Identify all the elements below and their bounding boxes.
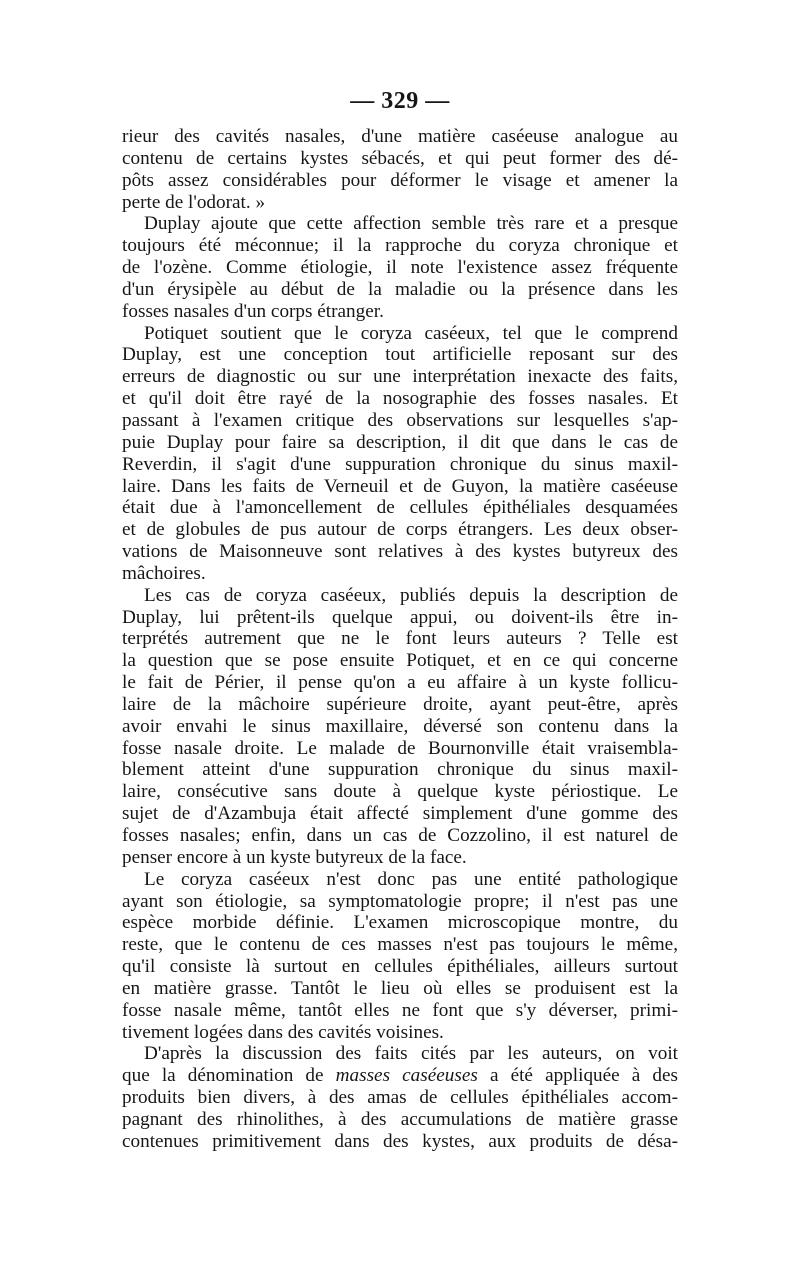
text-line: contenues primitivement dans des kystes, aux produits de désa- bbox=[122, 1130, 678, 1152]
text-line: Potiquet soutient que le coryza caséeux, tel que le comprend bbox=[144, 322, 678, 344]
text-line: Le coryza caséeux n'est donc pas une entité pathologique bbox=[144, 868, 678, 890]
text-line: en matière grasse. Tantôt le lieu où elles se produisent est la bbox=[122, 977, 678, 999]
paragraph-continuation bbox=[122, 126, 678, 213]
text-line: pôts assez considérables pour déformer le visage et amener la bbox=[122, 169, 678, 191]
text-line: et qu'il doit être rayé de la nosographie des fosses nasales. Et bbox=[122, 388, 678, 410]
text-line: blement atteint d'une suppuration chronique du sinus maxil- bbox=[122, 759, 678, 781]
paragraph-conclusion bbox=[122, 869, 678, 1044]
text-line: laire, consécutive sans doute à quelque kyste périostique. Le bbox=[122, 781, 678, 803]
paragraph-duplay bbox=[122, 213, 678, 322]
text-line: d'un érysipèle au début de la maladie ou la présence dans les bbox=[122, 278, 678, 300]
text-line: fosses nasales d'un corps étranger. bbox=[122, 300, 384, 322]
text-line: passant à l'examen critique des observations sur lesquelles s'ap- bbox=[122, 409, 678, 431]
text-line: le fait de Périer, il pense qu'on a eu affaire à un kyste follicu- bbox=[122, 672, 678, 694]
text-line: D'après la discussion des faits cités par les auteurs, on voit bbox=[144, 1043, 678, 1065]
text-line: et de globules de pus autour de corps étrangers. Les deux obser- bbox=[122, 519, 678, 541]
text-line: mâchoires. bbox=[122, 562, 206, 584]
text-line: qu'il consiste là surtout en cellules épithéliales, ailleurs surtout bbox=[122, 956, 678, 978]
text-line: reste, que le contenu de ces masses n'est pas toujours le même, bbox=[122, 934, 678, 956]
text-fragment: que la dénomination de bbox=[122, 1065, 336, 1087]
text-line: produits bien divers, à des amas de cellules épithéliales accom- bbox=[122, 1087, 678, 1109]
text-line: tivement logées dans des cavités voisines. bbox=[122, 1021, 444, 1043]
text-line: penser encore à un kyste butyreux de la face. bbox=[122, 846, 467, 868]
book-page bbox=[122, 86, 678, 1153]
text-line: fosse nasale droite. Le malade de Bournonville était vraisembla- bbox=[122, 737, 678, 759]
text-line: Duplay, lui prêtent-ils quelque appui, ou doivent-ils être in- bbox=[122, 606, 678, 628]
text-line-with-italic bbox=[122, 1065, 678, 1087]
text-fragment: a été appliquée à des bbox=[477, 1065, 678, 1087]
text-line: avoir envahi le sinus maxillaire, déversé son contenu dans la bbox=[122, 715, 678, 737]
italic-term: masses caséeuses bbox=[335, 1065, 478, 1087]
text-line: ayant son étiologie, sa symptomatologie propre; il n'est pas une bbox=[122, 890, 678, 912]
text-line: rieur des cavités nasales, d'une matière caséeuse analogue au bbox=[122, 126, 678, 147]
text-line: espèce morbide définie. L'examen microscopique montre, du bbox=[122, 912, 678, 934]
text-line: était due à l'amoncellement de cellules épithéliales desquamées bbox=[122, 497, 678, 519]
text-line: terprétés autrement que ne le font leurs auteurs ? Telle est bbox=[122, 628, 678, 650]
text-line: Les cas de coryza caséeux, publiés depuis la description de bbox=[144, 584, 678, 606]
text-line: laire de la mâchoire supérieure droite, ayant peut-être, après bbox=[122, 693, 678, 715]
paragraph-discussion bbox=[122, 1043, 678, 1152]
text-line: fosses nasales; enfin, dans un cas de Cozzolino, il est naturel de bbox=[122, 825, 678, 846]
text-line: laire. Dans les faits de Verneuil et de Guyon, la matière caséeuse bbox=[122, 475, 678, 497]
text-line: la question que se pose ensuite Potiquet, et en ce qui concerne bbox=[122, 650, 678, 672]
text-line: pagnant des rhinolithes, à des accumulations de matière grasse bbox=[122, 1108, 678, 1130]
text-line: perte de l'odorat. » bbox=[122, 191, 266, 213]
text-line: Duplay ajoute que cette affection semble très rare et a presque bbox=[144, 213, 678, 235]
text-line: erreurs de diagnostic ou sur une interprétation inexacte des faits, bbox=[122, 366, 678, 388]
text-line: puie Duplay pour faire sa description, il dit que dans le cas de bbox=[122, 431, 678, 453]
text-line: toujours été méconnue; il la rapproche du coryza chronique et bbox=[122, 235, 678, 257]
text-line: vations de Maisonneuve sont relatives à des kystes butyreux des bbox=[122, 541, 678, 563]
page-number: — 329 — bbox=[350, 88, 450, 114]
text-line: de l'ozène. Comme étiologie, il note l'existence assez fréquente bbox=[122, 257, 678, 279]
text-line: fosse nasale même, tantôt elles ne font que s'y déverser, primi- bbox=[122, 999, 678, 1021]
text-line: contenu de certains kystes sébacés, et qui peut former des dé- bbox=[122, 147, 678, 169]
paragraph-potiquet bbox=[122, 323, 678, 585]
text-line: Reverdin, il s'agit d'une suppuration chronique du sinus maxil- bbox=[122, 453, 678, 475]
text-line: Duplay, est une conception tout artificielle reposant sur des bbox=[122, 344, 678, 366]
paragraph-cas-publies bbox=[122, 585, 678, 869]
text-line: sujet de d'Azambuja était affecté simplement d'une gomme des bbox=[122, 803, 678, 825]
